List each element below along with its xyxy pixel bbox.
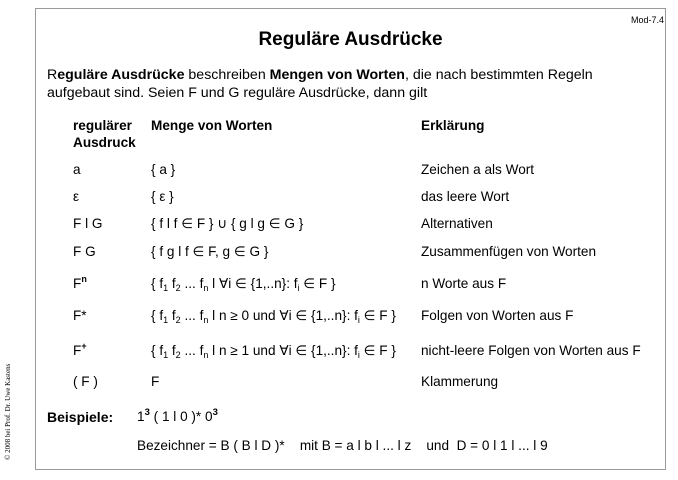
row-5-set-p1: { f <box>151 308 164 323</box>
row-5-explanation: Folgen von Worten aus F <box>421 308 574 323</box>
row-0-expression: a <box>73 162 81 177</box>
row-4-set-p5: ∈ F } <box>299 276 336 291</box>
row-5-set-s2: 2 <box>175 315 181 325</box>
example-2-d-definition: und D = 0 l 1 l ... l 9 <box>426 438 548 453</box>
header-regular-expression <box>73 117 136 151</box>
row-1-set: { ε } <box>151 189 174 204</box>
intro-part5: , die nach bestimmten Regeln aufgebaut sind. Seien F und G reguläre Ausdrücke, dann gilt <box>47 67 593 101</box>
row-4-set-s4: i <box>297 283 300 293</box>
example-1-sup1: 3 <box>144 407 150 418</box>
row-7-explanation: Klammerung <box>421 374 499 389</box>
row-6-set-s1: 1 <box>163 350 169 360</box>
row-2-explanation: Alternativen <box>421 216 493 231</box>
example-1 <box>137 409 218 424</box>
intro-part3: beschreiben <box>184 67 270 83</box>
row-0-explanation: Zeichen a als Wort <box>421 162 535 177</box>
copyright-note: © 2008 bei Prof. Dr. Uwe Kastens <box>4 363 12 460</box>
header-explanation: Erklärung <box>421 118 485 133</box>
row-5-set-s4: i <box>357 315 360 325</box>
row-6-expression-base: F <box>73 343 82 358</box>
row-5-set-p4: l n ≥ 0 und ∀i ∈ {1,..n}: f <box>208 308 358 323</box>
row-5-set-p2: f <box>168 308 176 323</box>
slide-id: Mod-7.4 <box>631 15 665 25</box>
row-1-expression: ε <box>73 189 80 204</box>
row-6-set <box>151 343 396 359</box>
row-3-set: { f g l f ∈ F, g ∈ G } <box>151 244 269 259</box>
row-3-explanation: Zusammenfügen von Worten <box>421 244 597 259</box>
row-4-set-p1: { f <box>151 276 164 291</box>
row-4-set-s2: 2 <box>175 283 181 293</box>
intro-paragraph <box>47 66 657 102</box>
example-1-base: 1 <box>137 409 145 424</box>
header-col1-line2: Ausdruck <box>73 135 136 150</box>
example-2 <box>137 438 548 453</box>
row-4-set-p3: ... f <box>180 276 204 291</box>
intro-part1: R <box>47 67 58 83</box>
row-4-expression <box>73 276 87 291</box>
header-word-set: Menge von Worten <box>151 118 273 133</box>
page-title: Reguläre Ausdrücke <box>258 29 443 50</box>
row-4-explanation: n Worte aus F <box>421 276 507 291</box>
row-6-expression <box>73 343 87 358</box>
header-col1-line1: regulärer <box>73 118 132 133</box>
example-2-b-definition: mit B = a l b l ... l z <box>299 438 412 453</box>
example-1-mid: ( 1 l 0 )* 0 <box>149 409 213 424</box>
row-6-set-s3: n <box>203 350 209 360</box>
row-6-set-p2: f <box>168 343 176 358</box>
row-6-set-p3: ... f <box>180 343 204 358</box>
intro-term-regular-expressions: eguläre Ausdrücke <box>57 67 185 83</box>
row-6-set-p5: ∈ F } <box>359 343 396 358</box>
row-5-expression: F* <box>73 308 87 323</box>
row-1-explanation: das leere Wort <box>421 189 510 204</box>
row-2-set: { f l f ∈ F } ∪ { g l g ∈ G } <box>151 216 304 231</box>
row-7-set: F <box>151 374 160 389</box>
row-2-expression: F l G <box>73 216 103 231</box>
examples-label: Beispiele: <box>47 409 114 425</box>
row-6-expression-sup: + <box>81 341 87 351</box>
row-4-set <box>151 276 336 292</box>
example-1-sup2: 3 <box>212 407 218 418</box>
row-4-set-p4: l ∀i ∈ {1,..n}: f <box>208 276 298 291</box>
row-6-set-s2: 2 <box>175 350 181 360</box>
row-5-set-s1: 1 <box>163 315 169 325</box>
row-3-expression: F G <box>73 244 96 259</box>
row-5-set-p5: ∈ F } <box>359 308 396 323</box>
row-4-expression-base: F <box>73 276 82 291</box>
intro-term-word-sets: Mengen von Worten <box>269 67 405 83</box>
row-4-set-p2: f <box>168 276 176 291</box>
row-6-set-p4: l n ≥ 1 und ∀i ∈ {1,..n}: f <box>208 343 358 358</box>
row-5-set-p3: ... f <box>180 308 204 323</box>
row-6-set-s4: i <box>357 350 360 360</box>
row-4-set-s3: n <box>203 283 209 293</box>
row-4-set-s1: 1 <box>163 283 169 293</box>
row-6-explanation: nicht-leere Folgen von Worten aus F <box>421 343 641 358</box>
row-6-set-p1: { f <box>151 343 164 358</box>
row-7-expression: ( F ) <box>73 374 98 389</box>
row-5-set-s3: n <box>203 315 209 325</box>
row-5-set <box>151 308 396 324</box>
example-2-definition: Bezeichner = B ( B l D )* <box>137 438 285 453</box>
row-0-set: { a } <box>151 162 176 177</box>
row-4-expression-sup: n <box>81 274 87 284</box>
